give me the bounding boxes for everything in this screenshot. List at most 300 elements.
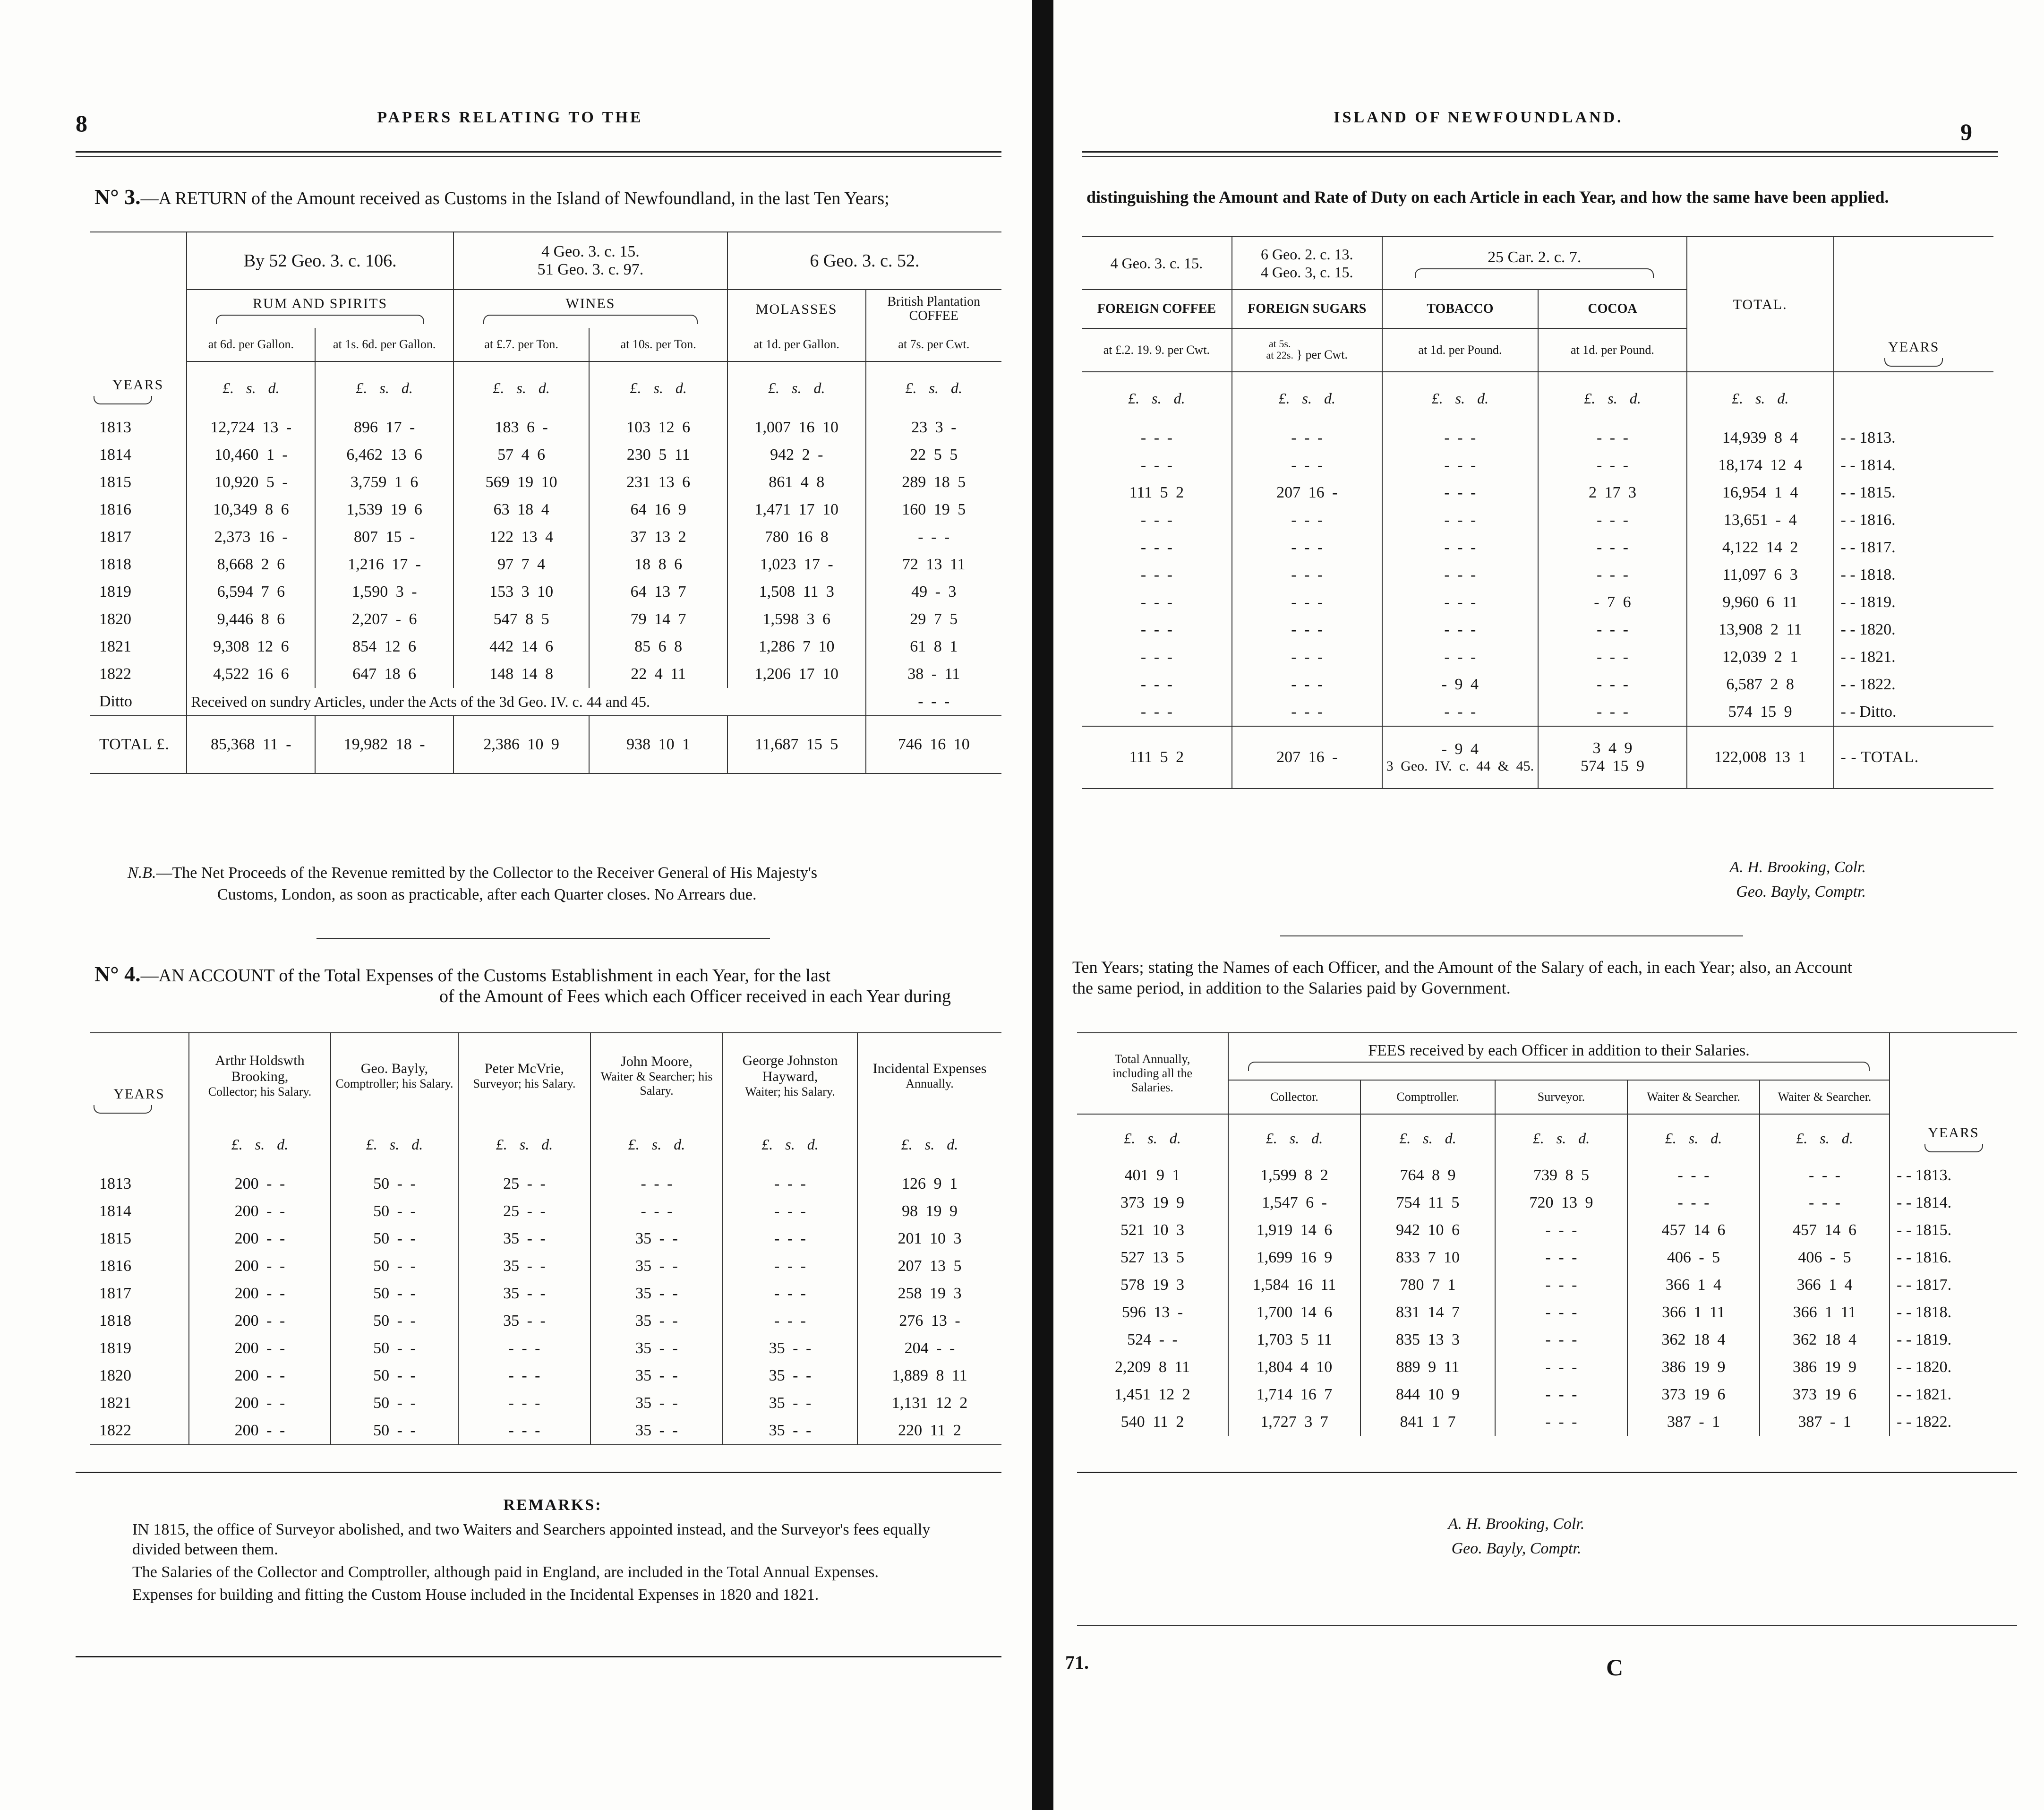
pence-sign: d.	[813, 379, 825, 396]
value-cell: 1,889 8 11	[857, 1362, 1001, 1390]
value-cell: 57 4 6	[453, 441, 589, 469]
shilling-sign: s.	[929, 379, 939, 396]
fees-brace	[1248, 1062, 1870, 1071]
act-4-geo3-51-geo3	[453, 232, 727, 290]
value-cell: - - -	[723, 1307, 857, 1335]
pound-sign: £.	[366, 1135, 377, 1153]
value-cell: 97 7 4	[453, 551, 589, 578]
no3-cont-heading: distinguishing the Amount and Rate of Duty on each Article in each Year, and how the same have been applied.	[1086, 188, 1889, 206]
pence-sign: d.	[401, 379, 413, 396]
table-row	[90, 1417, 1001, 1445]
value-cell: - - -	[1495, 1354, 1627, 1381]
act-4-geo3b: 4 Geo. 3, c. 15.	[1260, 264, 1353, 281]
value-cell: - - -	[866, 523, 1001, 551]
shilling-sign: s.	[924, 1135, 935, 1153]
rate-sugars-5s: at 5s.	[1269, 338, 1291, 350]
year-cell: 1816	[99, 501, 131, 518]
officer-header	[723, 1033, 857, 1118]
years-header-cell	[1834, 237, 1993, 372]
value-cell: - - -	[1382, 534, 1538, 561]
value-cell: - - -	[1382, 452, 1538, 479]
year-cell: 1822	[99, 665, 131, 683]
table-row	[1077, 1326, 2017, 1354]
pound-sign: £.	[1431, 389, 1443, 407]
pence-sign: d.	[947, 1135, 958, 1153]
value-cell: - - -	[1538, 643, 1687, 671]
table-row	[90, 523, 1001, 551]
ditto-row	[90, 688, 1001, 716]
table-row	[1082, 506, 1993, 534]
money-cell	[1382, 372, 1538, 424]
rate-6d-gallon: at 6d. per Gallon.	[187, 328, 315, 361]
value-cell: 230 5 11	[589, 441, 727, 469]
money-cell	[1627, 1114, 1760, 1162]
value-cell: 50 - -	[331, 1390, 458, 1417]
fee-col-comptroller: Comptroller.	[1360, 1080, 1495, 1114]
value-cell: - - -	[723, 1280, 857, 1307]
pound-sign: £.	[231, 1135, 243, 1153]
year-cell: - - 1821.	[1890, 1381, 2017, 1408]
right-page	[1053, 0, 2044, 1810]
value-cell: - - -	[1232, 698, 1382, 726]
fee-col-waiter-2: Waiter & Searcher.	[1760, 1080, 1890, 1114]
value-cell: 3,759 1 6	[315, 469, 453, 496]
value-cell: - - -	[723, 1252, 857, 1280]
pence-sign: d.	[1710, 1129, 1722, 1147]
act-25-car2-label: 25 Car. 2. c. 7.	[1488, 249, 1582, 266]
book-gutter	[1032, 0, 1053, 1810]
value-cell: 35 - -	[590, 1225, 723, 1252]
year-cell: 1821	[99, 1394, 131, 1412]
table-row	[90, 1390, 1001, 1417]
shilling-sign: s.	[1820, 1129, 1830, 1147]
value-cell: 111 5 2	[1129, 484, 1184, 501]
money-cell	[1077, 1114, 1228, 1162]
total-year-label: - - TOTAL.	[1834, 726, 1993, 789]
value-cell: 35 - -	[590, 1417, 723, 1445]
no3-heading	[94, 187, 1020, 209]
value-cell: 29 7 5	[866, 606, 1001, 633]
total-header	[1687, 237, 1834, 372]
officer-role: Annually.	[906, 1077, 954, 1090]
total-cocoa: 3 4 9	[1592, 739, 1633, 757]
rate-tobacco: at 1d. per Pound.	[1382, 328, 1538, 372]
total-cell: 85,368 11 -	[187, 716, 315, 773]
page-number: 8	[76, 110, 87, 137]
remark-3: Expenses for building and fitting the Custom House included in the Incidental Expenses in 1820 and 1821.	[132, 1586, 819, 1604]
article-tobacco: TOBACCO	[1382, 290, 1538, 328]
value-cell: 1,699 16 9	[1228, 1244, 1360, 1271]
act-52-geo3: By 52 Geo. 3. c. 106.	[187, 232, 453, 290]
money-cell	[723, 1118, 857, 1170]
value-cell: 64 13 7	[589, 578, 727, 606]
shilling-sign: s.	[1755, 389, 1765, 407]
value-cell: 1,599 8 2	[1228, 1162, 1360, 1189]
value-cell: 362 18 4	[1760, 1326, 1890, 1354]
ditto-label: Ditto	[99, 693, 132, 710]
no4-cont-line1: Ten Years; stating the Names of each Officer, and the Amount of the Salary of each, in each Year; also, an Account	[1072, 958, 1852, 977]
table-row	[1082, 534, 1993, 561]
article-rum	[187, 290, 453, 328]
ditto-text: Received on sundry Articles, under the Acts of the 3d Geo. IV. c. 44 and 45.	[187, 688, 865, 716]
table-row	[1082, 561, 1993, 589]
table-row	[1077, 1299, 2017, 1326]
value-cell: 807 15 -	[315, 523, 453, 551]
value-cell: - - -	[1140, 511, 1172, 529]
value-cell: 844 10 9	[1360, 1381, 1495, 1408]
pence-sign: d.	[674, 1135, 685, 1153]
value-cell: 98 19 9	[857, 1198, 1001, 1225]
years-brace	[1924, 1144, 1983, 1152]
shilling-sign: s.	[1289, 1129, 1300, 1147]
value-cell: 35 - -	[723, 1390, 857, 1417]
year-cell: - - 1820.	[1834, 616, 1993, 643]
value-cell: 540 11 2	[1120, 1413, 1184, 1431]
value-cell: 50 - -	[331, 1417, 458, 1445]
pence-sign: d.	[1311, 1129, 1323, 1147]
years-label: YEARS	[112, 377, 164, 393]
table-bottom-rule	[76, 1472, 1001, 1473]
money-spacer	[90, 1118, 189, 1170]
value-cell: 35 - -	[458, 1252, 590, 1280]
value-cell: 1,023 17 -	[727, 551, 866, 578]
nb-note	[128, 862, 1001, 906]
value-cell: 442 14 6	[453, 633, 589, 661]
signature-comptroller: Geo. Bayly, Comptr.	[1736, 883, 1866, 901]
value-cell: - - -	[1538, 561, 1687, 589]
year-cell: - - 1817.	[1890, 1271, 2017, 1299]
value-cell: 200 - -	[189, 1307, 331, 1335]
fees-body	[1077, 1162, 2017, 1436]
value-cell: 200 - -	[189, 1335, 331, 1362]
value-cell: - - -	[1232, 424, 1382, 452]
year-cell: 1820	[99, 1367, 131, 1384]
pound-sign: £.	[1796, 1129, 1808, 1147]
money-cell	[857, 1118, 1001, 1170]
pound-sign: £.	[1665, 1129, 1676, 1147]
no4-heading-line2: of the Amount of Fees which each Officer received in each Year during	[439, 986, 951, 1006]
value-cell: 596 13 -	[1121, 1304, 1183, 1321]
pence-sign: d.	[538, 379, 550, 396]
officer-role: Waiter; his Salary.	[745, 1085, 835, 1098]
value-cell: 9,960 6 11	[1687, 589, 1834, 616]
value-cell: 35 - -	[590, 1390, 723, 1417]
value-cell: - - -	[1232, 589, 1382, 616]
wines-brace	[483, 315, 698, 324]
value-cell: 547 8 5	[453, 606, 589, 633]
table-row	[1077, 1381, 2017, 1408]
value-cell: 22 5 5	[866, 441, 1001, 469]
value-cell: 50 - -	[331, 1280, 458, 1307]
money-cell	[1228, 1114, 1360, 1162]
value-cell: 50 - -	[331, 1170, 458, 1198]
value-cell: 861 4 8	[727, 469, 866, 496]
value-cell: 6,587 2 8	[1687, 671, 1834, 698]
act-4-geo3: 4 Geo. 3. c. 15.	[1110, 255, 1203, 272]
value-cell: 50 - -	[331, 1307, 458, 1335]
value-cell: - - -	[1140, 539, 1172, 556]
value-cell: - - -	[1382, 643, 1538, 671]
value-cell: 764 8 9	[1360, 1162, 1495, 1189]
value-cell: 780 7 1	[1360, 1271, 1495, 1299]
value-cell: - - -	[1382, 589, 1538, 616]
years-brace	[94, 1105, 152, 1114]
value-cell: 406 - 5	[1760, 1244, 1890, 1271]
value-cell: 10,349 8 6	[187, 496, 315, 523]
officer-name: Geo. Bayly,	[360, 1061, 428, 1076]
value-cell: 366 1 4	[1760, 1271, 1890, 1299]
year-cell: 1815	[99, 473, 131, 491]
no4-heading-prefix: N° 4.	[94, 962, 141, 986]
shilling-sign: s.	[379, 379, 389, 396]
money-cell	[589, 361, 727, 414]
year-cell: - - Ditto.	[1834, 698, 1993, 726]
pound-sign: £.	[628, 1135, 640, 1153]
years-header-cell	[1890, 1033, 2017, 1162]
value-cell: - - -	[1495, 1408, 1627, 1436]
value-cell: 1,590 3 -	[315, 578, 453, 606]
value-cell: 835 13 3	[1360, 1326, 1495, 1354]
value-cell: 207 13 5	[857, 1252, 1001, 1280]
value-cell: 1,451 12 2	[1114, 1386, 1190, 1403]
value-cell: 63 18 4	[453, 496, 589, 523]
value-cell: 35 - -	[458, 1307, 590, 1335]
act-6-geo3: 6 Geo. 3. c. 52.	[727, 232, 1001, 290]
value-cell: 387 - 1	[1627, 1408, 1760, 1436]
total-cell: 11,687 15 5	[727, 716, 866, 773]
pence-sign: d.	[277, 1135, 289, 1153]
value-cell: 25 - -	[458, 1198, 590, 1225]
value-cell: 9,308 12 6	[187, 633, 315, 661]
value-cell: - - -	[1538, 698, 1687, 726]
shilling-sign: s.	[1455, 389, 1465, 407]
value-cell: 4,122 14 2	[1687, 534, 1834, 561]
value-cell: 720 13 9	[1495, 1189, 1627, 1217]
year-cell: - - 1817.	[1834, 534, 1993, 561]
value-cell: 527 13 5	[1120, 1249, 1184, 1266]
officer-role: Waiter & Searcher; his Salary.	[600, 1070, 713, 1098]
value-cell: 889 9 11	[1360, 1354, 1495, 1381]
act-6-geo2-4-geo3	[1232, 237, 1382, 290]
value-cell: 200 - -	[189, 1225, 331, 1252]
pound-sign: £.	[1731, 389, 1743, 407]
signature-mark: 71.	[1065, 1652, 1089, 1673]
value-cell: 35 - -	[590, 1335, 723, 1362]
officer-name: Peter McVrie,	[484, 1061, 564, 1076]
money-cell	[590, 1118, 723, 1170]
years-label: YEARS	[1888, 339, 1940, 355]
money-cell	[727, 361, 866, 414]
total-tobacco: - 9 4	[1441, 740, 1479, 758]
value-cell: 942 2 -	[727, 441, 866, 469]
value-cell: 16,954 1 4	[1687, 479, 1834, 506]
fees-head	[1228, 1033, 1890, 1080]
table-row	[90, 441, 1001, 469]
value-cell: 2 17 3	[1538, 479, 1687, 506]
value-cell: 373 19 9	[1120, 1194, 1184, 1211]
year-cell: - - 1818.	[1890, 1299, 2017, 1326]
value-cell: 200 - -	[189, 1280, 331, 1307]
table-row	[90, 496, 1001, 523]
pence-sign: d.	[950, 379, 962, 396]
shilling-sign: s.	[651, 1135, 662, 1153]
value-cell: 1,727 3 7	[1228, 1408, 1360, 1436]
signature-block	[1526, 855, 1866, 904]
rate-7-ton: at £.7. per Ton.	[453, 328, 589, 361]
value-cell: 1,919 14 6	[1228, 1217, 1360, 1244]
value-cell: 841 1 7	[1360, 1408, 1495, 1436]
value-cell: 373 19 6	[1627, 1381, 1760, 1408]
total-cell: 122,008 13 1	[1687, 726, 1834, 789]
value-cell: 457 14 6	[1760, 1217, 1890, 1244]
shilling-sign: s.	[792, 379, 802, 396]
rate-coffee: at £.2. 19. 9. per Cwt.	[1082, 328, 1232, 372]
value-cell: - - -	[590, 1198, 723, 1225]
shilling-sign: s.	[1423, 1129, 1433, 1147]
running-head: ISLAND OF NEWFOUNDLAND.	[1334, 109, 1624, 126]
year-cell: 1817	[99, 1285, 131, 1302]
value-cell: 25 - -	[458, 1170, 590, 1198]
rate-sugars-unit: per Cwt.	[1305, 348, 1348, 361]
money-cell	[1687, 372, 1834, 424]
value-cell: 23 3 -	[866, 414, 1001, 441]
remark-1: IN 1815, the office of Surveyor abolished, and two Waiters and Searchers appointed instead, and the Surveyor's fees equally divided between them.	[132, 1521, 931, 1558]
value-cell: 457 14 6	[1627, 1217, 1760, 1244]
pence-sign: d.	[268, 379, 280, 396]
value-cell: 574 15 9	[1687, 698, 1834, 726]
value-cell: 35 - -	[590, 1307, 723, 1335]
year-cell: - - 1819.	[1890, 1326, 2017, 1354]
officer-header	[857, 1033, 1001, 1118]
no4-heading	[94, 964, 992, 1007]
value-cell: - - -	[1140, 593, 1172, 611]
value-cell: 35 - -	[723, 1335, 857, 1362]
officer-header	[458, 1033, 590, 1118]
pence-sign: d.	[1477, 389, 1489, 407]
value-cell: 9,446 8 6	[187, 606, 315, 633]
section-divider	[1280, 935, 1743, 936]
signature-collector: A. H. Brooking, Colr.	[1729, 858, 1866, 876]
customs-return-cont-body	[1082, 424, 1993, 726]
year-cell: 1821	[99, 638, 131, 655]
table-bottom-rule	[1077, 1472, 2017, 1473]
table-row	[90, 1198, 1001, 1225]
value-cell: 896 17 -	[315, 414, 453, 441]
value-cell: 200 - -	[189, 1390, 331, 1417]
value-cell: 18 8 6	[589, 551, 727, 578]
value-cell: 1,471 17 10	[727, 496, 866, 523]
year-cell: 1814	[99, 1202, 131, 1220]
value-cell: 50 - -	[331, 1335, 458, 1362]
establishment-body	[90, 1170, 1001, 1445]
value-cell: 366 1 4	[1627, 1271, 1760, 1299]
pence-sign: d.	[1173, 389, 1185, 407]
fee-col-waiter-1: Waiter & Searcher.	[1627, 1080, 1760, 1114]
year-cell: 1818	[99, 1312, 131, 1330]
value-cell: 148 14 8	[453, 661, 589, 688]
year-cell: 1815	[99, 1230, 131, 1247]
value-cell: 13,651 - 4	[1687, 506, 1834, 534]
year-cell: - - 1818.	[1834, 561, 1993, 589]
value-cell: 8,668 2 6	[187, 551, 315, 578]
value-cell: - - -	[1232, 561, 1382, 589]
value-cell: - - -	[1760, 1162, 1890, 1189]
value-cell: 183 6 -	[453, 414, 589, 441]
value-cell: 204 - -	[857, 1335, 1001, 1362]
table-row	[90, 633, 1001, 661]
value-cell: 387 - 1	[1760, 1408, 1890, 1436]
value-cell: - - -	[1140, 566, 1172, 583]
year-cell: - - 1820.	[1890, 1354, 2017, 1381]
pound-sign: £.	[1266, 1129, 1277, 1147]
value-cell: 1,700 14 6	[1228, 1299, 1360, 1326]
act-6-geo2: 6 Geo. 2. c. 13.	[1260, 246, 1353, 263]
value-cell: - - -	[1232, 452, 1382, 479]
value-cell: 2,209 8 11	[1114, 1358, 1190, 1376]
shilling-sign: s.	[653, 379, 663, 396]
value-cell: 35 - -	[590, 1252, 723, 1280]
year-cell: 1819	[99, 583, 131, 600]
value-cell: 386 19 9	[1627, 1354, 1760, 1381]
value-cell: - - -	[1382, 616, 1538, 643]
act-4-geo3: 4 Geo. 3. c. 15.	[541, 243, 640, 260]
money-cell	[315, 361, 453, 414]
shilling-sign: s.	[1556, 1129, 1566, 1147]
pound-sign: £.	[493, 379, 505, 396]
year-cell: - - 1819.	[1834, 589, 1993, 616]
total-cell: 746 16 10	[866, 716, 1001, 773]
shilling-sign: s.	[785, 1135, 795, 1153]
shilling-sign: s.	[1152, 389, 1162, 407]
value-cell: - - -	[1627, 1189, 1760, 1217]
value-cell: 1,703 5 11	[1228, 1326, 1360, 1354]
pound-sign: £.	[901, 1135, 913, 1153]
value-cell: - - -	[1495, 1217, 1627, 1244]
value-cell: - - -	[458, 1417, 590, 1445]
table-row	[90, 1252, 1001, 1280]
customs-return-table	[90, 232, 1001, 774]
value-cell: - - -	[1232, 643, 1382, 671]
year-cell: 1822	[99, 1422, 131, 1439]
rum-brace	[216, 315, 424, 324]
pence-sign: d.	[1324, 389, 1335, 407]
value-cell: - - -	[458, 1362, 590, 1390]
year-cell: - - 1813.	[1890, 1162, 2017, 1189]
ditto-last: - - -	[866, 688, 1001, 716]
article-foreign-coffee: FOREIGN COFFEE	[1082, 290, 1232, 328]
value-cell: 521 10 3	[1120, 1221, 1184, 1239]
officer-name: George Johnston Hayward,	[742, 1053, 838, 1084]
table-row	[1077, 1271, 2017, 1299]
value-cell: 833 7 10	[1360, 1244, 1495, 1271]
year-cell: - - 1814.	[1834, 452, 1993, 479]
year-cell: - - 1815.	[1890, 1217, 2017, 1244]
value-cell: 1,598 3 6	[727, 606, 866, 633]
value-cell: - - -	[1627, 1162, 1760, 1189]
value-cell: 38 - 11	[866, 661, 1001, 688]
act-51-geo3: 51 Geo. 3. c. 97.	[537, 261, 644, 278]
act-25-car2	[1382, 237, 1687, 290]
officer-header	[331, 1033, 458, 1118]
value-cell: 366 1 11	[1627, 1299, 1760, 1326]
no4-heading-line1: —AN ACCOUNT of the Total Expenses of the Customs Establishment in each Year, for the last	[140, 966, 831, 986]
value-cell: - - -	[723, 1198, 857, 1225]
pence-sign: d.	[675, 379, 687, 396]
table-row	[1077, 1217, 2017, 1244]
value-cell: 37 13 2	[589, 523, 727, 551]
table-row	[90, 578, 1001, 606]
nb-label: N.B.	[128, 864, 156, 882]
